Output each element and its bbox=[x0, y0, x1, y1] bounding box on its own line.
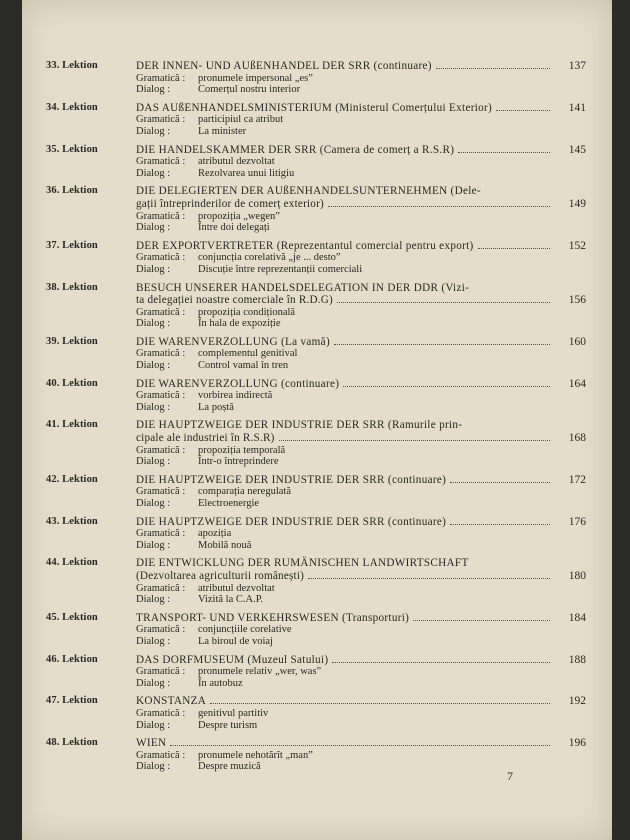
grammar-topic: atributul dezvoltat bbox=[198, 582, 275, 594]
dialog-line bbox=[136, 498, 586, 510]
dialog-line bbox=[136, 761, 586, 773]
lesson-number: 44. Lektion bbox=[46, 557, 98, 569]
lesson-page-number: 141 bbox=[568, 101, 586, 114]
lesson-title-cont-line bbox=[136, 432, 586, 445]
toc-entry bbox=[46, 612, 586, 648]
grammar-line bbox=[136, 624, 586, 636]
dot-leader bbox=[334, 344, 550, 345]
dot-leader bbox=[450, 482, 550, 483]
dialog-topic: La poștă bbox=[198, 401, 234, 413]
dialog-line bbox=[136, 126, 586, 138]
grammar-line bbox=[136, 486, 586, 498]
lesson-page-number: 168 bbox=[568, 432, 586, 445]
toc-entry bbox=[46, 378, 586, 414]
table-of-contents bbox=[46, 60, 586, 779]
lesson-number: 46. Lektion bbox=[46, 653, 98, 665]
lesson-page-number: 184 bbox=[568, 611, 586, 624]
dialog-topic: Rezolvarea unui litigiu bbox=[198, 167, 295, 179]
lesson-title-line bbox=[136, 474, 586, 487]
lesson-number: 41. Lektion bbox=[46, 419, 98, 431]
dot-leader bbox=[496, 110, 550, 111]
grammar-label: Gramatică : bbox=[136, 156, 186, 168]
grammar-topic: pronumele relativ „wer, was” bbox=[198, 666, 322, 678]
dialog-line bbox=[136, 456, 586, 468]
lesson-number: 48. Lektion bbox=[46, 737, 98, 749]
toc-entry bbox=[46, 144, 586, 180]
grammar-line bbox=[136, 445, 586, 457]
dialog-topic: Mobilă nouă bbox=[198, 539, 252, 551]
lesson-title-continuation: cipale ale industriei în R.S.R) bbox=[136, 432, 275, 445]
dialog-label: Dialog : bbox=[136, 594, 171, 606]
dialog-topic: La biroul de voiaj bbox=[198, 635, 273, 647]
lesson-page-number: 160 bbox=[568, 335, 586, 348]
lesson-title: DAS DORFMUSEUM (Muzeul Satului) bbox=[136, 653, 329, 666]
lesson-title: TRANSPORT- UND VERKEHRSWESEN (Transporturi) bbox=[136, 611, 410, 624]
grammar-topic: complementul genitival bbox=[198, 348, 298, 360]
grammar-topic: propoziția temporală bbox=[198, 444, 286, 456]
lesson-title-cont-line bbox=[136, 570, 586, 583]
dot-leader bbox=[436, 68, 550, 69]
grammar-topic: propoziția condițională bbox=[198, 306, 296, 318]
grammar-topic: genitivul partitiv bbox=[198, 707, 269, 719]
lesson-number: 38. Lektion bbox=[46, 281, 98, 293]
dialog-topic: Control vamal în tren bbox=[198, 360, 289, 372]
toc-entry bbox=[46, 419, 586, 467]
toc-entry bbox=[46, 557, 586, 605]
dialog-label: Dialog : bbox=[136, 167, 171, 179]
lesson-title-cont-line bbox=[136, 198, 586, 211]
dialog-label: Dialog : bbox=[136, 539, 171, 551]
dot-leader bbox=[210, 703, 550, 704]
dialog-topic: Despre muzică bbox=[198, 761, 261, 773]
lesson-page-number: 196 bbox=[568, 737, 586, 750]
grammar-label: Gramatică : bbox=[136, 72, 186, 84]
dialog-line bbox=[136, 222, 586, 234]
lesson-title-line bbox=[136, 378, 586, 391]
grammar-topic: apoziția bbox=[198, 528, 232, 540]
dot-leader bbox=[170, 745, 550, 746]
grammar-label: Gramatică : bbox=[136, 582, 186, 594]
dialog-label: Dialog : bbox=[136, 360, 171, 372]
lesson-title: DIE HAUPTZWEIGE DER INDUSTRIE DER SRR (continuare) bbox=[136, 515, 447, 528]
toc-entry bbox=[46, 60, 586, 96]
grammar-line bbox=[136, 307, 586, 319]
dialog-label: Dialog : bbox=[136, 222, 171, 234]
grammar-label: Gramatică : bbox=[136, 444, 186, 456]
lesson-title: DIE HANDELSKAMMER DER SRR (Camera de comerț a R.S.R) bbox=[136, 143, 455, 156]
dialog-label: Dialog : bbox=[136, 719, 171, 731]
lesson-page-number: 156 bbox=[568, 294, 586, 307]
grammar-label: Gramatică : bbox=[136, 252, 186, 264]
lesson-title: WIEN bbox=[136, 737, 167, 750]
grammar-line bbox=[136, 750, 586, 762]
grammar-label: Gramatică : bbox=[136, 390, 186, 402]
dialog-label: Dialog : bbox=[136, 401, 171, 413]
toc-entry bbox=[46, 516, 586, 552]
dot-leader bbox=[343, 386, 550, 387]
lesson-title: BESUCH UNSERER HANDELSDELEGATION IN DER DDR (Vizi- bbox=[136, 281, 470, 294]
grammar-topic: vorbirea indirectă bbox=[198, 390, 273, 402]
lesson-title-line bbox=[136, 60, 586, 73]
dialog-line bbox=[136, 720, 586, 732]
grammar-line bbox=[136, 390, 586, 402]
dialog-line bbox=[136, 402, 586, 414]
grammar-line bbox=[136, 583, 586, 595]
lesson-page-number: 192 bbox=[568, 695, 586, 708]
dialog-label: Dialog : bbox=[136, 84, 171, 96]
lesson-title: DIE DELEGIERTEN DER AUßENHANDELSUNTERNEHMEN (Dele- bbox=[136, 185, 481, 198]
dialog-label: Dialog : bbox=[136, 456, 171, 468]
grammar-line bbox=[136, 708, 586, 720]
toc-entry bbox=[46, 695, 586, 731]
lesson-title-continuation: gații întreprinderilor de comerț exterior) bbox=[136, 197, 324, 210]
dialog-topic: Comerțul nostru interior bbox=[198, 84, 301, 96]
lesson-number: 45. Lektion bbox=[46, 611, 98, 623]
dialog-topic: La minister bbox=[198, 125, 247, 137]
grammar-line bbox=[136, 114, 586, 126]
dialog-line bbox=[136, 318, 586, 330]
lesson-number: 42. Lektion bbox=[46, 473, 98, 485]
grammar-line bbox=[136, 156, 586, 168]
dialog-label: Dialog : bbox=[136, 635, 171, 647]
lesson-number: 36. Lektion bbox=[46, 185, 98, 197]
dialog-topic: Într-o întreprindere bbox=[198, 456, 279, 468]
grammar-line bbox=[136, 252, 586, 264]
toc-entry bbox=[46, 737, 586, 773]
dot-leader bbox=[308, 578, 550, 579]
lesson-title-line bbox=[136, 516, 586, 529]
grammar-label: Gramatică : bbox=[136, 749, 186, 761]
dialog-line bbox=[136, 594, 586, 606]
grammar-label: Gramatică : bbox=[136, 306, 186, 318]
grammar-line bbox=[136, 528, 586, 540]
lesson-number: 40. Lektion bbox=[46, 377, 98, 389]
grammar-label: Gramatică : bbox=[136, 528, 186, 540]
dot-leader bbox=[450, 524, 550, 525]
grammar-topic: atributul dezvoltat bbox=[198, 156, 275, 168]
grammar-topic: pronumele nehotărît „man” bbox=[198, 749, 313, 761]
lesson-number: 37. Lektion bbox=[46, 239, 98, 251]
grammar-line bbox=[136, 666, 586, 678]
lesson-title-line bbox=[136, 695, 586, 708]
dot-leader bbox=[279, 440, 550, 441]
lesson-page-number: 176 bbox=[568, 515, 586, 528]
lesson-title-continuation: ta delegației noastre comerciale în R.D.G) bbox=[136, 294, 333, 307]
lesson-number: 47. Lektion bbox=[46, 695, 98, 707]
lesson-title-cont-line bbox=[136, 294, 586, 307]
lesson-page-number: 188 bbox=[568, 653, 586, 666]
dialog-label: Dialog : bbox=[136, 761, 171, 773]
dialog-line bbox=[136, 360, 586, 372]
toc-entry bbox=[46, 240, 586, 276]
lesson-title: KONSTANZA bbox=[136, 695, 207, 708]
grammar-topic: participiul ca atribut bbox=[198, 114, 284, 126]
book-page bbox=[22, 0, 612, 840]
lesson-title: DIE WARENVERZOLLUNG (continuare) bbox=[136, 377, 340, 390]
grammar-label: Gramatică : bbox=[136, 624, 186, 636]
grammar-label: Gramatică : bbox=[136, 114, 186, 126]
lesson-title: DIE HAUPTZWEIGE DER INDUSTRIE DER SRR (Ramurile prin- bbox=[136, 419, 463, 432]
lesson-number: 33. Lektion bbox=[46, 60, 98, 71]
grammar-line bbox=[136, 348, 586, 360]
dot-leader bbox=[478, 248, 550, 249]
lesson-title: DER EXPORTVERTRETER (Reprezentantul comercial pentru export) bbox=[136, 239, 474, 252]
dialog-label: Dialog : bbox=[136, 677, 171, 689]
dialog-label: Dialog : bbox=[136, 498, 171, 509]
dialog-label: Dialog : bbox=[136, 318, 171, 330]
lesson-title-line bbox=[136, 419, 586, 432]
lesson-number: 39. Lektion bbox=[46, 335, 98, 347]
lesson-title-line bbox=[136, 282, 586, 295]
lesson-title-line bbox=[136, 336, 586, 349]
lesson-title: DIE WARENVERZOLLUNG (La vamă) bbox=[136, 335, 330, 348]
dot-leader bbox=[458, 152, 550, 153]
lesson-title-line bbox=[136, 240, 586, 253]
lesson-page-number: 164 bbox=[568, 377, 586, 390]
grammar-label: Gramatică : bbox=[136, 707, 186, 719]
lesson-page-number: 152 bbox=[568, 239, 586, 252]
lesson-page-number: 137 bbox=[568, 60, 586, 72]
dialog-label: Dialog : bbox=[136, 263, 171, 275]
dialog-topic: Între doi delegați bbox=[198, 222, 270, 234]
toc-entry bbox=[46, 282, 586, 330]
lesson-title-line bbox=[136, 654, 586, 667]
lesson-title-line bbox=[136, 737, 586, 750]
dialog-topic: Electroenergie bbox=[198, 498, 260, 509]
dot-leader bbox=[332, 662, 550, 663]
dialog-line bbox=[136, 84, 586, 96]
toc-entry bbox=[46, 336, 586, 372]
dialog-topic: În hala de expoziție bbox=[198, 318, 281, 330]
lesson-title: DAS AUßENHANDELSMINISTERIUM (Ministerul Comerțului Exterior) bbox=[136, 101, 493, 114]
lesson-page-number: 172 bbox=[568, 473, 586, 486]
grammar-topic: conjuncția corelativă „je ... desto” bbox=[198, 252, 341, 264]
grammar-topic: comparația neregulată bbox=[198, 486, 291, 498]
lesson-title-line bbox=[136, 144, 586, 157]
lesson-number: 35. Lektion bbox=[46, 143, 98, 155]
toc-entry bbox=[46, 474, 586, 510]
dialog-label: Dialog : bbox=[136, 125, 171, 137]
lesson-title-line bbox=[136, 557, 586, 570]
dot-leader bbox=[413, 620, 550, 621]
grammar-line bbox=[136, 73, 586, 85]
dialog-line bbox=[136, 636, 586, 648]
page-number: 7 bbox=[507, 769, 513, 783]
grammar-topic: conjuncțiile corelative bbox=[198, 624, 292, 636]
dot-leader bbox=[328, 206, 550, 207]
lesson-page-number: 145 bbox=[568, 143, 586, 156]
lesson-number: 34. Lektion bbox=[46, 101, 98, 113]
dialog-line bbox=[136, 264, 586, 276]
grammar-line bbox=[136, 211, 586, 223]
grammar-label: Gramatică : bbox=[136, 666, 186, 678]
dot-leader bbox=[337, 302, 550, 303]
lesson-page-number: 180 bbox=[568, 569, 586, 582]
grammar-label: Gramatică : bbox=[136, 486, 186, 498]
lesson-title: DIE HAUPTZWEIGE DER INDUSTRIE DER SRR (continuare) bbox=[136, 473, 447, 486]
dialog-topic: Vizită la C.A.P. bbox=[198, 594, 263, 606]
grammar-label: Gramatică : bbox=[136, 348, 186, 360]
lesson-title-line bbox=[136, 102, 586, 115]
lesson-title-continuation: (Dezvoltarea agriculturii românești) bbox=[136, 569, 305, 582]
grammar-topic: pronumele impersonal „es” bbox=[198, 72, 313, 84]
lesson-number: 43. Lektion bbox=[46, 515, 98, 527]
toc-entry bbox=[46, 654, 586, 690]
lesson-title-line bbox=[136, 185, 586, 198]
lesson-page-number: 149 bbox=[568, 197, 586, 210]
dialog-topic: Discuție între reprezentanții comerciali bbox=[198, 263, 363, 275]
grammar-topic: propoziția „wegen” bbox=[198, 210, 280, 222]
dialog-topic: În autobuz bbox=[198, 677, 243, 689]
lesson-title-line bbox=[136, 612, 586, 625]
toc-entry bbox=[46, 185, 586, 233]
dialog-line bbox=[136, 168, 586, 180]
toc-entry bbox=[46, 102, 586, 138]
dialog-line bbox=[136, 540, 586, 552]
grammar-label: Gramatică : bbox=[136, 210, 186, 222]
dialog-topic: Despre turism bbox=[198, 719, 258, 731]
dialog-line bbox=[136, 678, 586, 690]
lesson-title: DIE ENTWICKLUNG DER RUMÄNISCHEN LANDWIRTSCHAFT bbox=[136, 557, 469, 570]
lesson-title: DER INNEN- UND AUßENHANDEL DER SRR (continuare) bbox=[136, 60, 432, 72]
